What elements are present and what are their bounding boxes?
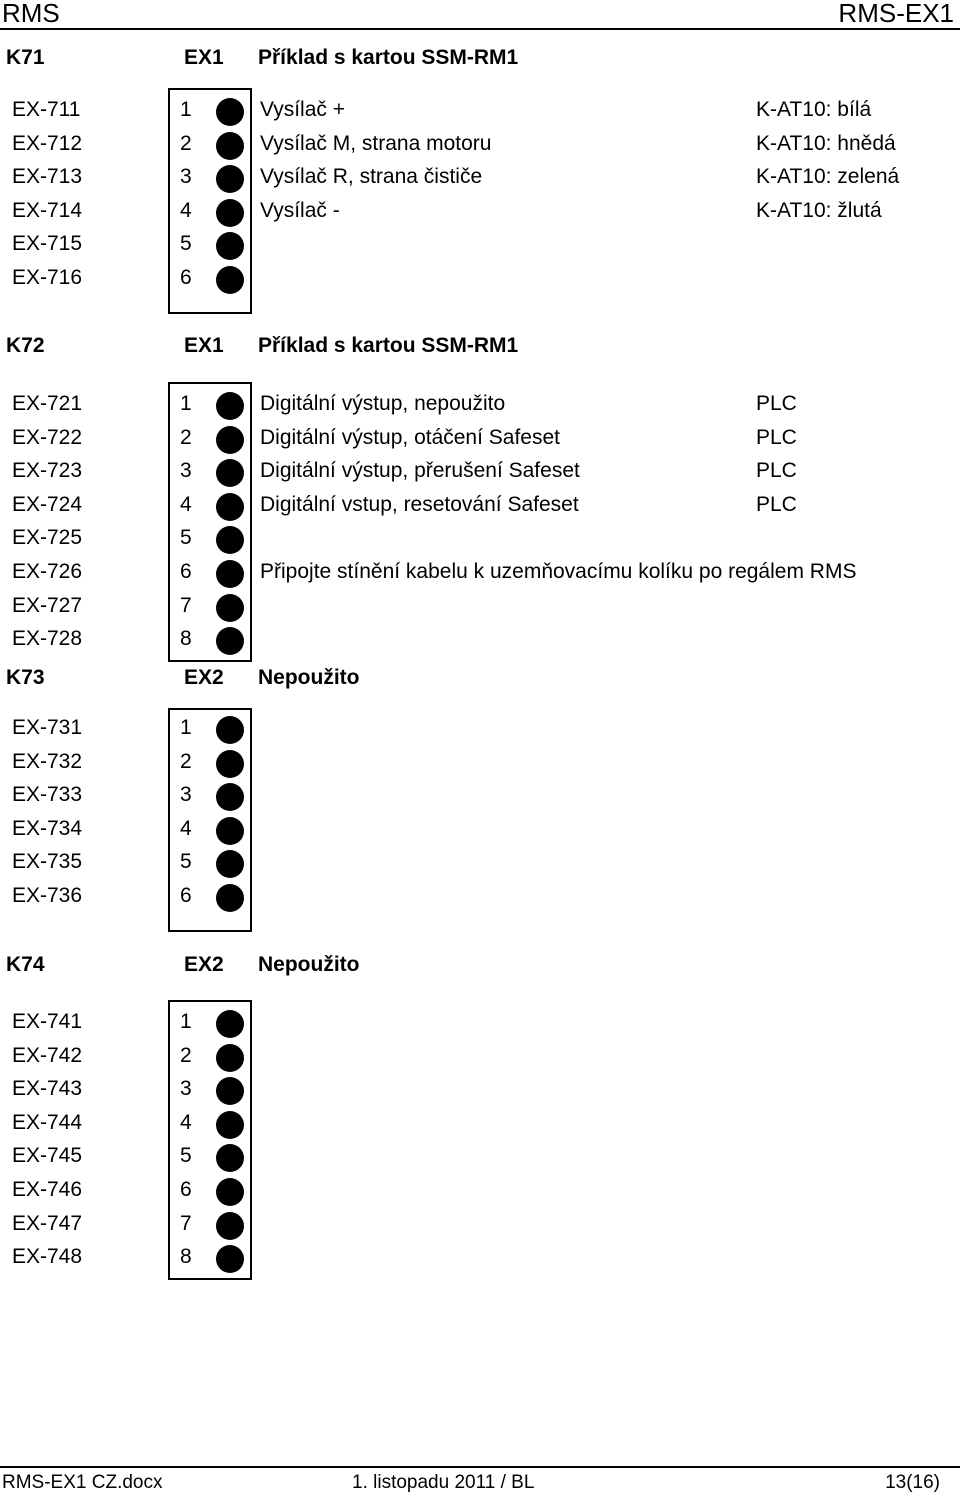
pin-row — [0, 163, 960, 197]
pin-label: EX-743 — [12, 1077, 83, 1101]
pin-number: 2 — [180, 425, 192, 449]
pin-number: 1 — [180, 716, 192, 739]
terminal-dot-icon — [216, 199, 244, 227]
pin-row — [0, 1042, 960, 1076]
pin-description: Vysílač + — [260, 98, 346, 121]
pin-label: EX-725 — [12, 526, 83, 550]
header-left: RMS — [2, 0, 60, 28]
pin-description: Digitální výstup, přerušení Safeset — [260, 459, 580, 483]
pin-number: 4 — [180, 816, 192, 840]
pin-label: EX-711 — [12, 98, 81, 121]
terminal-dot-icon — [216, 266, 244, 294]
pin-number: 5 — [180, 526, 192, 550]
pin-description: Připojte stínění kabelu k uzemňovacímu kolíku po regálem RMS — [260, 559, 857, 583]
pin-row — [0, 264, 960, 298]
pin-number: 7 — [180, 1211, 192, 1235]
pin-note: K-AT10: zelená — [756, 165, 900, 189]
pin-row — [0, 1008, 960, 1042]
terminal-dot-icon — [216, 716, 244, 744]
pin-note: PLC — [756, 392, 797, 415]
pin-row — [0, 815, 960, 849]
pin-number: 2 — [180, 749, 192, 773]
pin-row — [0, 1176, 960, 1210]
terminal-dot-icon — [216, 232, 244, 260]
pin-note: PLC — [756, 492, 797, 516]
section-description: Nepoužito — [258, 666, 360, 689]
terminal-dot-icon — [216, 1245, 244, 1273]
pin-row — [0, 424, 960, 458]
pin-description: Digitální výstup, nepoužito — [260, 392, 506, 415]
terminal-dot-icon — [216, 1178, 244, 1206]
pin-number: 3 — [180, 165, 192, 189]
pin-label: EX-746 — [12, 1177, 83, 1201]
pin-note: PLC — [756, 459, 797, 483]
pin-row — [0, 230, 960, 264]
pin-number: 3 — [180, 783, 192, 807]
terminal-dot-icon — [216, 165, 244, 193]
terminal-dot-icon — [216, 627, 244, 655]
pin-label: EX-734 — [12, 816, 83, 840]
pin-label: EX-721 — [12, 392, 83, 415]
pin-number: 3 — [180, 459, 192, 483]
expansion-id: EX1 — [184, 46, 224, 69]
terminal-dot-icon — [216, 1077, 244, 1105]
pin-row — [0, 748, 960, 782]
pin-number: 4 — [180, 492, 192, 516]
pin-description: Digitální výstup, otáčení Safeset — [260, 425, 560, 449]
terminal-dot-icon — [216, 392, 244, 420]
pin-row — [0, 1075, 960, 1109]
pin-row — [0, 625, 960, 659]
pin-number: 5 — [180, 232, 192, 256]
pin-label: EX-748 — [12, 1245, 83, 1269]
terminal-dot-icon — [216, 526, 244, 554]
section-title — [0, 666, 960, 692]
pin-note: K-AT10: hnědá — [756, 131, 896, 155]
terminal-dot-icon — [216, 132, 244, 160]
pin-row — [0, 558, 960, 592]
pin-note: K-AT10: bílá — [756, 98, 872, 121]
pin-number: 8 — [180, 1245, 192, 1269]
pin-number: 4 — [180, 198, 192, 222]
terminal-dot-icon — [216, 817, 244, 845]
footer-page: 13(16) — [885, 1472, 940, 1493]
pin-row — [0, 197, 960, 231]
expansion-id: EX1 — [184, 334, 224, 357]
connector-id: K74 — [6, 953, 45, 976]
pin-number: 1 — [180, 98, 192, 121]
pin-label: EX-731 — [12, 716, 83, 739]
terminal-dot-icon — [216, 1010, 244, 1038]
header-right: RMS-EX1 — [838, 0, 954, 28]
terminal-dot-icon — [216, 1212, 244, 1240]
pin-row — [0, 524, 960, 558]
pin-row — [0, 714, 960, 748]
pin-label: EX-733 — [12, 783, 83, 807]
pin-row — [0, 781, 960, 815]
pin-number: 6 — [180, 1177, 192, 1201]
section-title — [0, 953, 960, 979]
pin-label: EX-716 — [12, 265, 83, 289]
pin-label: EX-736 — [12, 883, 83, 907]
connector-id: K72 — [6, 334, 45, 357]
pin-label: EX-728 — [12, 627, 83, 651]
pin-row — [0, 130, 960, 164]
pin-label: EX-723 — [12, 459, 83, 483]
pin-number: 2 — [180, 131, 192, 155]
pin-description: Digitální vstup, resetování Safeset — [260, 492, 579, 516]
pin-label: EX-735 — [12, 850, 83, 874]
terminal-dot-icon — [216, 850, 244, 878]
terminal-dot-icon — [216, 783, 244, 811]
pin-row — [0, 390, 960, 424]
connector-id: K71 — [6, 46, 45, 69]
pin-number: 6 — [180, 883, 192, 907]
section-description: Nepoužito — [258, 953, 360, 976]
page-footer — [0, 1466, 960, 1496]
section-description: Příklad s kartou SSM-RM1 — [258, 46, 519, 69]
terminal-dot-icon — [216, 884, 244, 912]
terminal-dot-icon — [216, 560, 244, 588]
pin-number: 3 — [180, 1077, 192, 1101]
section-title — [0, 46, 960, 72]
pin-list — [0, 714, 960, 916]
pin-list — [0, 390, 960, 659]
pin-number: 5 — [180, 850, 192, 874]
pin-label: EX-722 — [12, 425, 83, 449]
pin-row — [0, 1210, 960, 1244]
terminal-dot-icon — [216, 459, 244, 487]
pin-number: 6 — [180, 265, 192, 289]
pin-number: 4 — [180, 1110, 192, 1134]
expansion-id: EX2 — [184, 953, 224, 976]
pin-number: 1 — [180, 392, 192, 415]
terminal-dot-icon — [216, 750, 244, 778]
pin-label: EX-747 — [12, 1211, 83, 1235]
pin-row — [0, 491, 960, 525]
terminal-dot-icon — [216, 594, 244, 622]
pin-label: EX-732 — [12, 749, 83, 773]
pin-label: EX-727 — [12, 593, 83, 617]
terminal-dot-icon — [216, 1044, 244, 1072]
pin-label: EX-741 — [12, 1010, 83, 1033]
pin-note: K-AT10: žlutá — [756, 198, 882, 222]
pin-label: EX-713 — [12, 165, 83, 189]
pin-row — [0, 882, 960, 916]
page-header — [0, 0, 960, 30]
pin-number: 8 — [180, 627, 192, 651]
pin-note: PLC — [756, 425, 797, 449]
terminal-dot-icon — [216, 1144, 244, 1172]
pin-row — [0, 1142, 960, 1176]
pin-number: 1 — [180, 1010, 192, 1033]
section-description: Příklad s kartou SSM-RM1 — [258, 334, 519, 357]
pin-row — [0, 848, 960, 882]
pin-row — [0, 592, 960, 626]
terminal-dot-icon — [216, 426, 244, 454]
pin-label: EX-742 — [12, 1043, 83, 1067]
terminal-dot-icon — [216, 1111, 244, 1139]
pin-number: 5 — [180, 1144, 192, 1168]
connector-id: K73 — [6, 666, 45, 689]
pin-label: EX-726 — [12, 559, 83, 583]
footer-date: 1. listopadu 2011 / BL — [352, 1472, 535, 1493]
pin-label: EX-712 — [12, 131, 83, 155]
pin-label: EX-715 — [12, 232, 83, 256]
terminal-dot-icon — [216, 98, 244, 126]
pin-description: Vysílač M, strana motoru — [260, 131, 492, 155]
pin-number: 6 — [180, 559, 192, 583]
pin-label: EX-714 — [12, 198, 83, 222]
terminal-dot-icon — [216, 493, 244, 521]
pin-row — [0, 457, 960, 491]
pin-list — [0, 96, 960, 298]
pin-row — [0, 1243, 960, 1277]
pin-row — [0, 1109, 960, 1143]
pin-label: EX-745 — [12, 1144, 83, 1168]
pin-number: 2 — [180, 1043, 192, 1067]
pin-row — [0, 96, 960, 130]
section-title — [0, 334, 960, 360]
pin-label: EX-744 — [12, 1110, 83, 1134]
footer-file: RMS-EX1 CZ.docx — [2, 1472, 163, 1493]
pin-number: 7 — [180, 593, 192, 617]
pin-label: EX-724 — [12, 492, 83, 516]
pin-description: Vysílač - — [260, 198, 340, 222]
pin-description: Vysílač R, strana čističe — [260, 165, 483, 189]
expansion-id: EX2 — [184, 666, 224, 689]
pin-list — [0, 1008, 960, 1277]
